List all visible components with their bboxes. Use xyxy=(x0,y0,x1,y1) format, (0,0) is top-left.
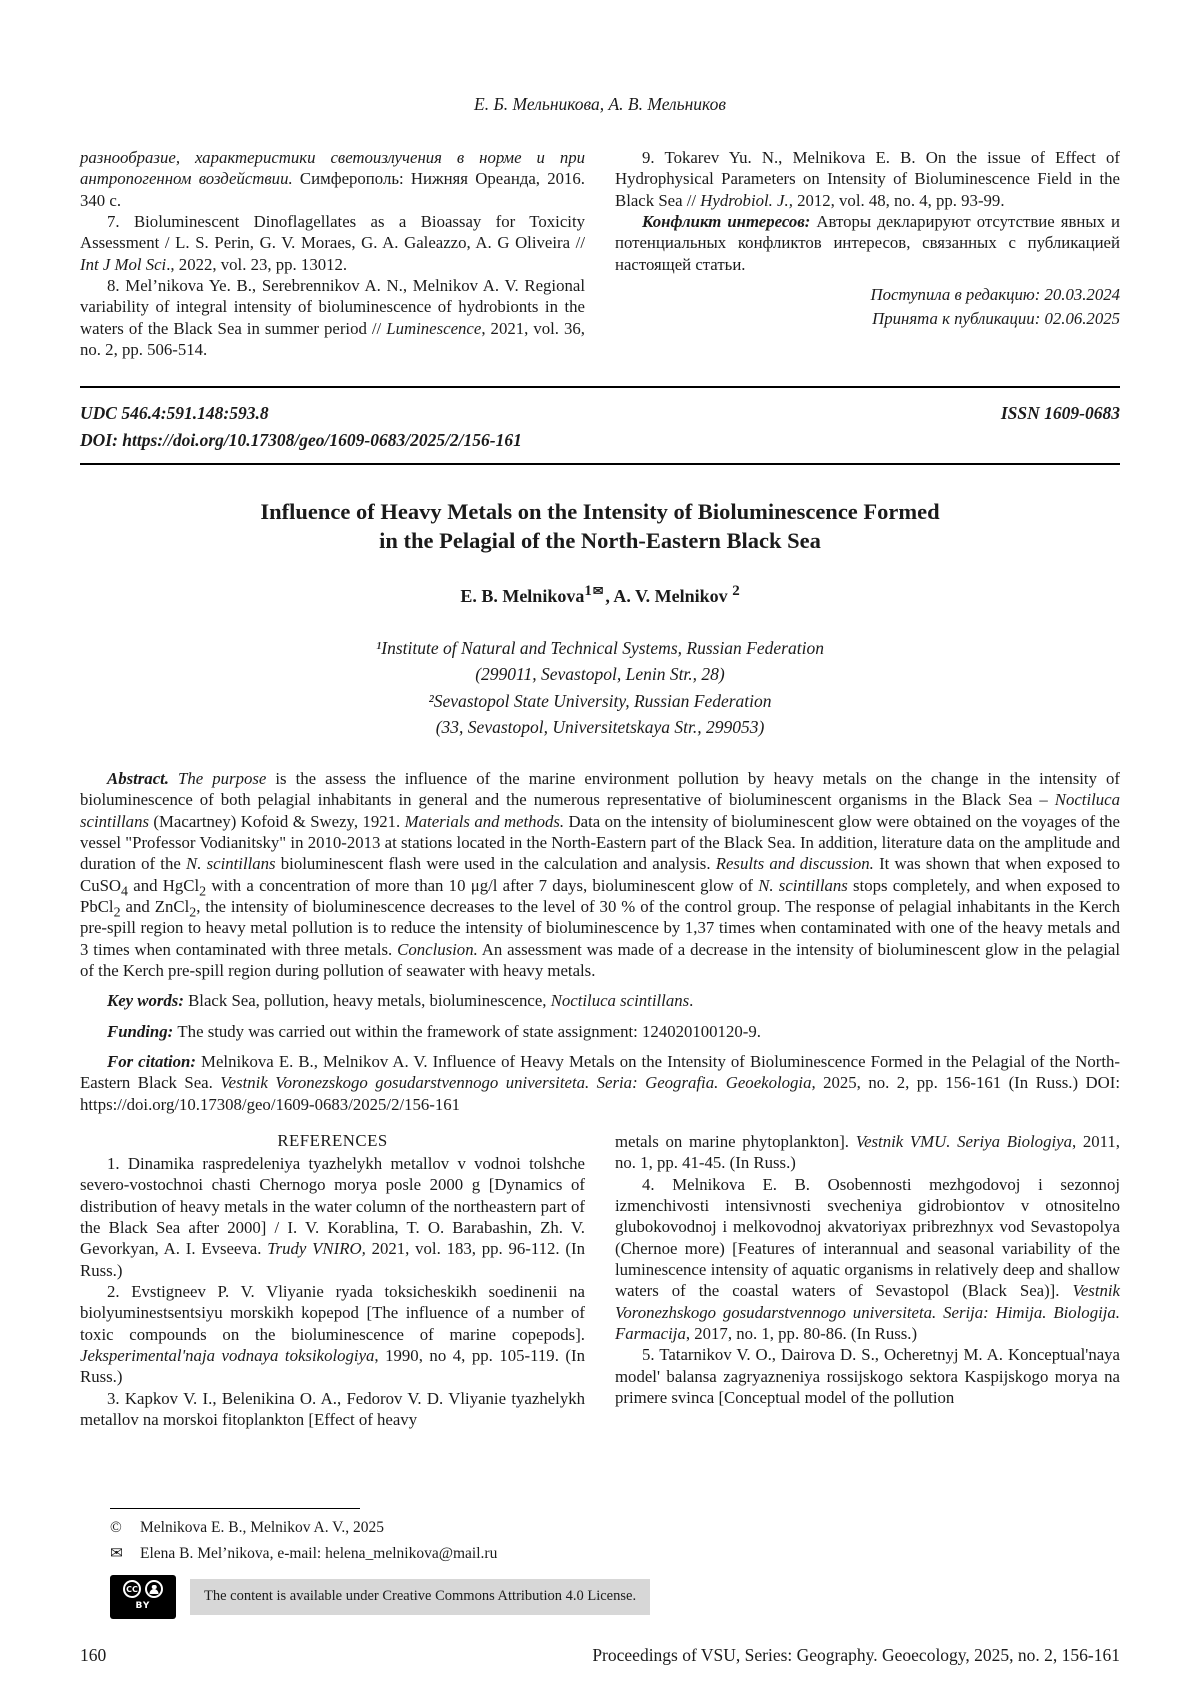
corresponding-author-text: Elena B. Mel’nikova, e-mail: helena_melnikova@mail.ru xyxy=(140,1544,498,1562)
by-label: BY xyxy=(135,1601,151,1612)
udc-code: UDC 546.4:591.148:593.8 xyxy=(80,403,269,424)
text-run: Trudy VNIRO, xyxy=(267,1239,366,1259)
text-run: N. scintillans xyxy=(758,875,848,895)
references-left-column xyxy=(80,1131,585,1430)
reference-item-2 xyxy=(80,1281,585,1388)
author-2-name: , A. V. Melnikov xyxy=(605,586,733,607)
text-run: 2025, no. 2, pp. 156-161 (In Russ.) DOI: https://doi.org/10.17308/geo/1609-0683/2025/2/156-161 xyxy=(80,1073,1120,1114)
doi-text: DOI: https://doi.org/10.17308/geo/1609-0683/2025/2/156-161 xyxy=(80,429,522,450)
udc-issn-row xyxy=(80,400,1120,426)
accepted-date: Принята к публикации: 02.06.2025 xyxy=(872,308,1120,328)
text-run: 2 xyxy=(189,905,197,921)
text-run: with a concentration of more than 10 μg/l after 7 days, bioluminescent glow of xyxy=(206,875,759,895)
top-references-section xyxy=(80,147,1120,360)
copyright-text: Melnikova E. B., Melnikov A. V., 2025 xyxy=(140,1519,384,1537)
article-title xyxy=(80,497,1120,556)
references-section xyxy=(80,1131,1120,1430)
text-run: ., 2022, vol. 23, pp. 13012. xyxy=(166,254,348,274)
affiliations xyxy=(80,635,1120,740)
text-run: The purpose xyxy=(178,769,267,789)
text-run: Funding: xyxy=(107,1021,178,1041)
text-run: 7. Bioluminescent Dinoflagellates as a Bioassay for Toxicity Assessment / L. S. Perin, G. V. Moraes, G. A. Galeazzo, A. G Oliveira // xyxy=(80,211,585,253)
text-run: . xyxy=(689,991,694,1011)
text-run: 4 xyxy=(121,884,129,900)
conflict-of-interest-note xyxy=(615,211,1120,275)
spacer xyxy=(80,1430,1120,1508)
text-run: Конфликт интересов: xyxy=(642,211,811,231)
affiliation-1-address: (299011, Sevastopol, Lenin Str., 28) xyxy=(475,664,725,685)
affiliation-2: ²Sevastopol State University, Russian Federation xyxy=(428,690,772,711)
copyright-icon: © xyxy=(110,1519,122,1537)
text-run: 2021, vol. 183, pp. 96-112. (In Russ.) xyxy=(80,1239,585,1280)
text-run: Key words: xyxy=(107,991,189,1011)
copyright-line xyxy=(110,1517,1120,1539)
text-run: , 2017, no. 1, pp. 80-86. (In Russ.) xyxy=(685,1324,918,1344)
text-run: and ZnCl xyxy=(120,897,190,917)
text-run: , 2011, no. 1, pp. 41-45. (In Russ.) xyxy=(615,1132,1120,1173)
text-run: Melnikova E. B., Melnikov A. V. Influence of Heavy Metals on the Intensity of Bioluminescence Formed in the Pelagial of the North-Eastern Black Sea. xyxy=(80,1052,1120,1093)
text-run: , the intensity of bioluminescence decreases to the level of 30 % of the control group. The response of pelagial inhabitants in the Kerch pre-spill region to heavy metal pollution is to reduce the intensity of bioluminescence by 1,37 times when contaminated with one of the heavy metals and 3 times when contaminated with three metals. xyxy=(80,897,1120,959)
text-run: 2012, vol. 48, no. 4, pp. 93-99. xyxy=(792,190,1005,210)
text-run: For citation: xyxy=(107,1052,202,1072)
text-run: N. scintillans xyxy=(186,854,276,874)
text-run: (Macartney) Kofoid & Swezy, 1921. xyxy=(149,811,405,831)
reference-item-3 xyxy=(80,1388,585,1431)
text-run: Data on the intensity of bioluminescent glow were obtained on the voyages of the vessel "Professor Vodianitsky" in 2010-2013 at stations located in the North-Eastern part of the Black Sea. In addition, literature data on the amplitude and duration of the xyxy=(80,811,1120,874)
title-line-1: Influence of Heavy Metals on the Intensity of Bioluminescence Formed xyxy=(260,498,940,524)
text-run: , 1990, no 4, pp. 105-119. (In Russ.) xyxy=(80,1346,585,1387)
text-run: An assessment was made of a decrease in the intensity of bioluminescent glow in the pelagial of the Kerch pre-spill region during pollution of seawater with heavy metals. xyxy=(80,939,1120,981)
text-run: , 2021, vol. 36, no. 2, pp. 506-514. xyxy=(80,318,585,359)
journal-line: Proceedings of VSU, Series: Geography. Geoecology, 2025, no. 2, 156-161 xyxy=(592,1645,1120,1665)
references-heading: REFERENCES xyxy=(277,1131,388,1151)
text-run: 3. Kapkov V. I., Belenikina O. A., Fedorov V. D. Vliyanie tyazhelykh metallov na morskoi fitoplankton [Effect of heavy xyxy=(80,1388,585,1430)
envelope-icon: ✉ xyxy=(110,1544,123,1562)
cc-by-badge xyxy=(110,1575,176,1619)
top-references-left-column xyxy=(80,147,585,360)
text-run: and HgCl xyxy=(128,875,200,895)
text-run: 2. Evstigneev P. V. Vliyanie ryada toksicheskikh soedinenii na biolyuminestsentsiyu morskikh kopepod [The influence of a number of toxic compounds on the bioluminescence of marine copepods]. xyxy=(80,1282,585,1344)
license-text: The content is available under Creative Commons Attribution 4.0 License. xyxy=(204,1588,637,1605)
text-run: metals on marine phytoplankton]. xyxy=(615,1132,856,1152)
reference-item-3-continuation xyxy=(615,1131,1120,1174)
affiliation-1: ¹Institute of Natural and Technical Systems, Russian Federation xyxy=(376,638,824,659)
top-rule xyxy=(80,386,1120,388)
text-run: bioluminescent flash were used in the calculation and analysis. xyxy=(275,854,716,874)
reference-item-7 xyxy=(80,211,585,275)
references-right-column xyxy=(615,1131,1120,1430)
running-head: Е. Б. Мельникова, А. В. Мельников xyxy=(474,94,726,114)
text-run: It was shown that when exposed to CuSO xyxy=(80,854,1120,895)
text-run: Black Sea, pollution, heavy metals, bioluminescence, xyxy=(188,991,551,1011)
text-run: Results and discussion. xyxy=(715,854,874,874)
envelope-icon: ✉ xyxy=(592,584,604,599)
text-run: Abstract. xyxy=(107,769,179,789)
text-run: 2 xyxy=(113,905,121,921)
keywords-paragraph xyxy=(80,990,1120,1011)
text-run: 2 xyxy=(199,884,207,900)
meta-bottom-rule xyxy=(80,463,1120,465)
text-run: Noctiluca scintillans xyxy=(80,790,1120,831)
funding-paragraph xyxy=(80,1021,1120,1042)
text-run: Noctiluca scintillans xyxy=(550,991,690,1011)
text-run: is the assess the influence of the marine environment pollution by heavy metals on the change in the intensity of bioluminescence of both pelagial inhabitants in general and the numerous representative of bioluminescent organisms in the Black Sea – xyxy=(80,769,1120,810)
article-meta xyxy=(80,400,1120,453)
text-run: Vestnik Voronezhskogo gosudarstvennogo universiteta. Serija: Himija. Biologija. Farmacija xyxy=(615,1281,1120,1344)
corresponding-author-line xyxy=(110,1543,1120,1565)
received-date: Поступила в редакцию: 20.03.2024 xyxy=(870,284,1120,304)
license-row xyxy=(110,1575,1120,1619)
reference-item-5 xyxy=(615,1344,1120,1408)
footnote-separator xyxy=(110,1508,360,1509)
text-run: разнообразие, характеристики светоизлучения в норме и при антропогенном воздействии. xyxy=(80,148,585,189)
cc-badge-icons xyxy=(123,1580,163,1598)
text-run: 4. Melnikova E. B. Osobennosti mezhgodovoj i sezonnoj izmenchivosti intensivnosti svecheniya gidrobiontov v otnositelno glubokovodnoj i melkovodnoj akvatoriyax pribrezhnyx vod Sevastopolya (Chernoe more) [Features of interannual and seasonal variability of the luminescence intensity of aquatic organisms in relatively deep and shallow waters of the coastal waters of Sevastopol (Black Sea)]. xyxy=(615,1174,1120,1301)
author-2-affiliation-mark: 2 xyxy=(732,583,740,600)
text-run: Симферополь: Нижняя Ореанда, 2016. 340 с. xyxy=(80,169,585,210)
text-run: Int J Mol Sci xyxy=(80,254,167,274)
page-footer xyxy=(80,1645,1120,1666)
text-run: 1. Dinamika raspredeleniya tyazhelykh metallov v vodnoi tolshche severo-vostochnoi chasti Chernogo morya posle 2000 g [Dynamics of distribution of heavy metals in the water column of the northeastern part of the Black Sea after 2000] / I. V. Korablina, T. O. Barabashin, Zh. V. Gevorkyan, A. I. Evseeva. xyxy=(80,1154,585,1259)
text-run: Авторы декларируют отсутствие явных и потенциальных конфликтов интересов, связанных с публикацией настоящей статьи. xyxy=(615,211,1120,274)
text-run: Conclusion. xyxy=(397,939,478,959)
author-1-affiliation-mark: 1 xyxy=(584,583,592,600)
authors-line xyxy=(80,583,1120,607)
text-run: 8. Mel’nikova Ye. B., Serebrennikov A. N., Melnikov A. V. Regional variability of integral intensity of bioluminescence of hydrobionts in the waters of the Black Sea in summer period // xyxy=(80,275,585,338)
reference-continuation xyxy=(80,147,585,211)
text-run: Jeksperimental'naja vodnaya toksikologiya xyxy=(80,1346,375,1366)
doi-row xyxy=(80,427,1120,453)
page-number: 160 xyxy=(80,1645,107,1665)
issn-code: ISSN 1609-0683 xyxy=(1000,403,1120,424)
footnotes xyxy=(80,1508,1120,1619)
reference-item-9 xyxy=(615,147,1120,211)
affiliation-2-address: (33, Sevastopol, Universitetskaya Str., 299053) xyxy=(435,716,765,737)
text-run: The study was carried out within the framework of state assignment: 124020100120-9. xyxy=(177,1021,761,1041)
author-1-name: E. B. Melnikova xyxy=(460,586,585,607)
reference-item-1 xyxy=(80,1153,585,1281)
text-run: Luminescence xyxy=(386,318,482,338)
text-run: Vestnik Voronezskogo gosudarstvennogo universiteta. Seria: Geografia. Geoekologia, xyxy=(220,1073,816,1093)
reference-item-4 xyxy=(615,1174,1120,1345)
text-run: 9. Tokarev Yu. N., Melnikova E. B. On the issue of Effect of Hydrophysical Parameters on Intensity of Bioluminescence Field in the Black Sea // xyxy=(615,148,1120,210)
text-run: stops completely, and when exposed to PbCl xyxy=(80,875,1120,917)
citation-paragraph xyxy=(80,1051,1120,1115)
person-body-shape xyxy=(150,1589,159,1594)
license-text-box xyxy=(190,1579,650,1614)
cc-icon: CC xyxy=(123,1580,141,1598)
reference-item-8 xyxy=(80,275,585,360)
text-run: Vestnik VMU. Seriya Biologiya xyxy=(855,1132,1072,1152)
top-references-right-column xyxy=(615,147,1120,360)
title-line-2: in the Pelagial of the North-Eastern Black Sea xyxy=(379,528,821,554)
abstract-paragraph xyxy=(80,768,1120,981)
person-icon xyxy=(145,1580,163,1598)
text-run: Hydrobiol. J., xyxy=(700,190,793,210)
text-run: 5. Tatarnikov V. O., Dairova D. S., Ocheretnyj M. A. Konceptual'naya model' balansa zagryazneniya rossijskogo sektora Kaspijskogo morya na primere svinca [Conceptual model of the pollution xyxy=(615,1345,1120,1408)
text-run: Materials and methods. xyxy=(404,811,565,831)
